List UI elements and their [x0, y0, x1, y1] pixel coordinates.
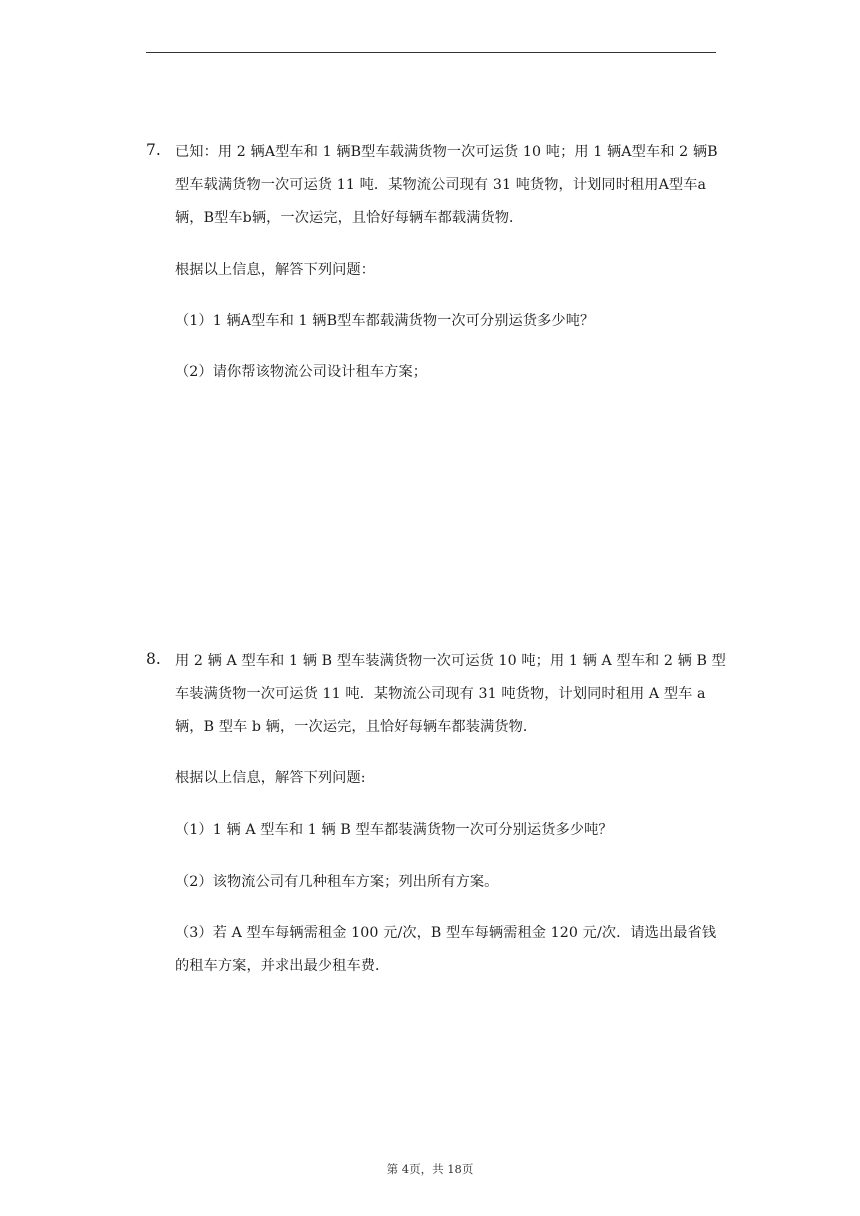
sub-question-3-continued: 的租车方案，并求出最少租车费．	[175, 958, 390, 974]
question-text-line: 用 2 辆 A 型车和 1 辆 B 型车装满货物一次可运货 10 吨；用 1 辆 A 型车和 2 辆 B 型	[175, 653, 726, 669]
question-text-line: 已知：用 2 辆A型车和 1 辆B型车载满货物一次可运货 10 吨；用 1 辆A型车和 2 辆B	[175, 144, 718, 160]
question-number: 7.	[146, 141, 161, 159]
question-text-line: 辆，B型车b辆，一次运完，且恰好每辆车都载满货物．	[175, 210, 524, 226]
question-number: 8.	[146, 650, 161, 668]
sub-question-1: （1）1 辆A型车和 1 辆B型车都载满货物一次可分别运货多少吨？	[175, 313, 595, 329]
sub-question-2: （2）该物流公司有几种租车方案；列出所有方案。	[175, 874, 499, 890]
question-text-line: 型车载满货物一次可运货 11 吨．某物流公司现有 31 吨货物，计划同时租用A型车a	[175, 177, 707, 193]
header-rule	[146, 52, 716, 53]
instruction-text: 根据以上信息，解答下列问题:	[175, 770, 366, 786]
sub-question-1: （1）1 辆 A 型车和 1 辆 B 型车都装满货物一次可分别运货多少吨？	[175, 822, 613, 838]
sub-question-3: （3）若 A 型车每辆需租金 100 元/次，B 型车每辆需租金 120 元/次．请选出最省钱	[175, 925, 717, 941]
page-footer: 第 4页，共 18页	[386, 1162, 474, 1176]
question-text-line: 辆，B 型车 b 辆，一次运完，且恰好每辆车都装满货物．	[175, 719, 538, 735]
question-text-line: 车装满货物一次可运货 11 吨．某物流公司现有 31 吨货物，计划同时租用 A 型车 a	[175, 686, 706, 702]
sub-question-2: （2）请你帮该物流公司设计租车方案；	[175, 364, 428, 380]
instruction-text: 根据以上信息，解答下列问题：	[175, 262, 376, 278]
